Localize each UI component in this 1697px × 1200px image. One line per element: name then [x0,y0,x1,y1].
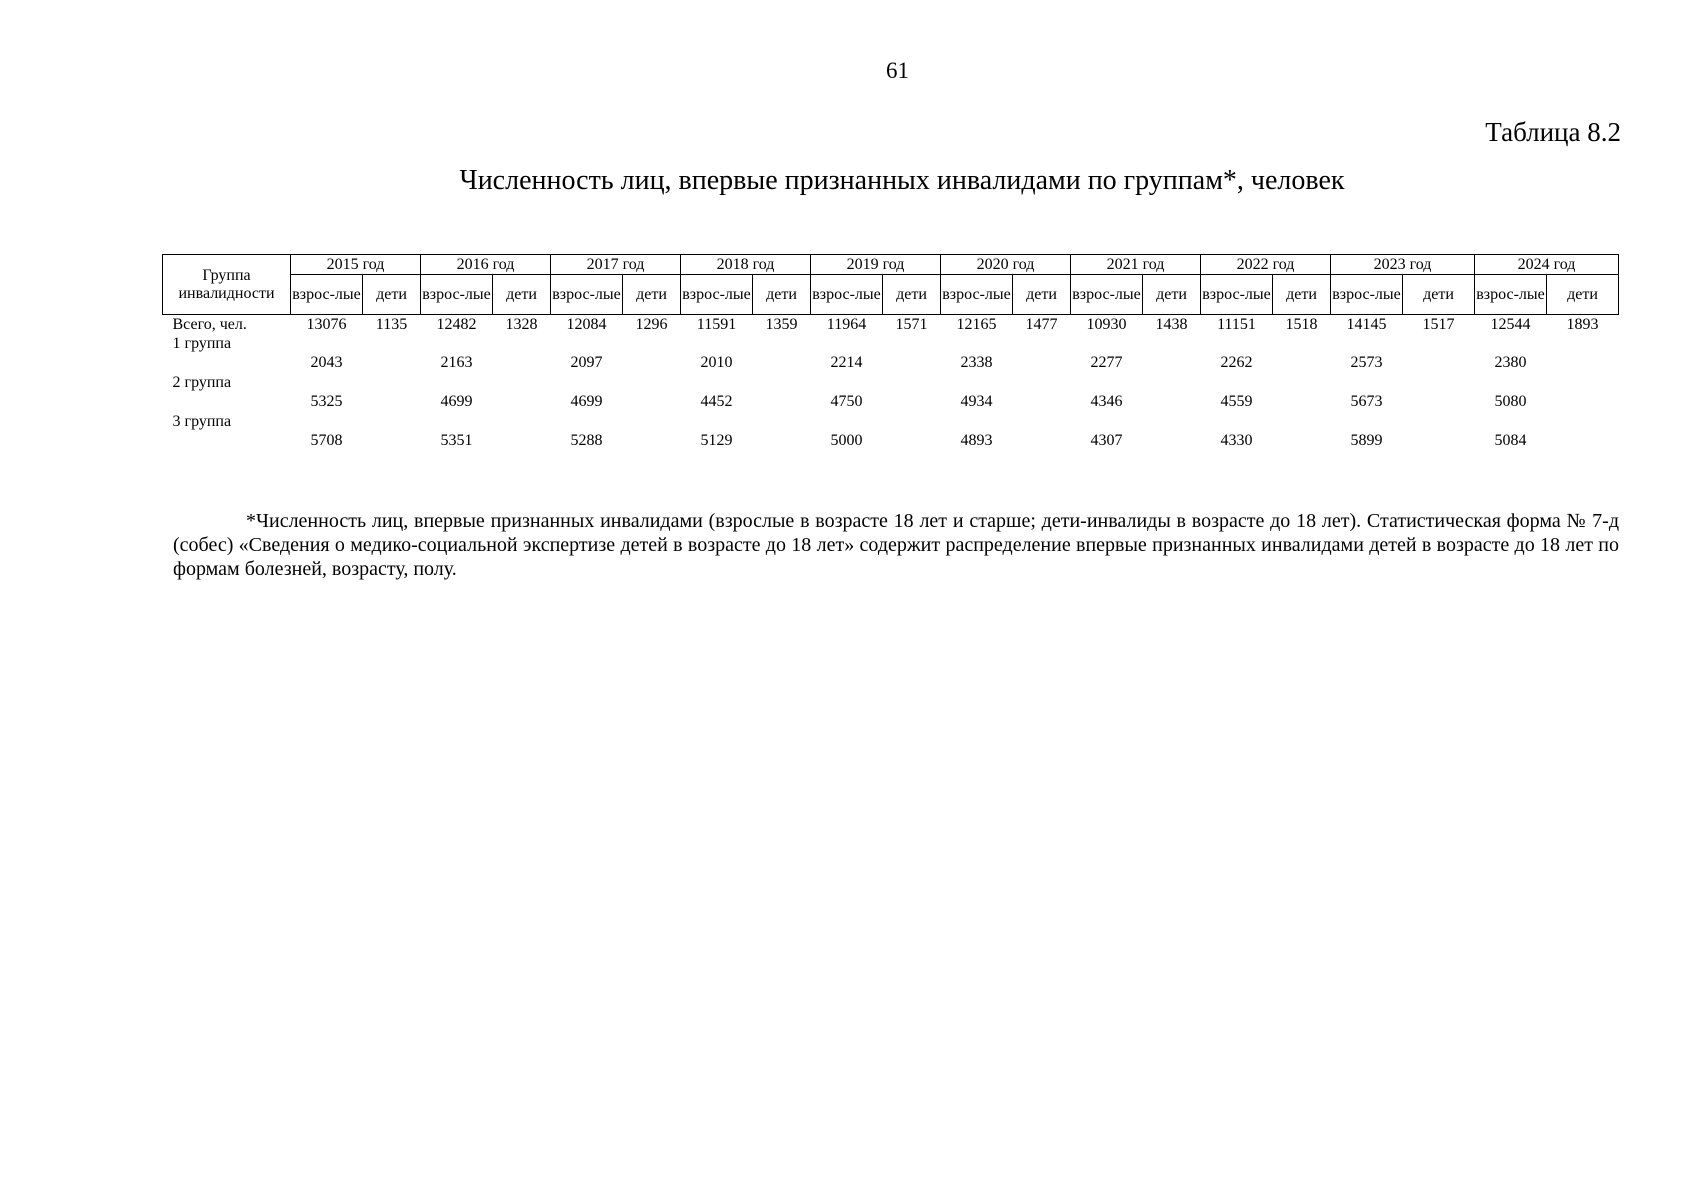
table-cell: 11151 [1201,315,1273,336]
table-cell: 1328 [493,315,551,336]
year-header-5: 2019 год [811,255,941,275]
table-cell [1547,413,1619,452]
subheader-children: дети [1547,275,1619,315]
subheader-adults: взрос-лые [551,275,623,315]
subheader-children: дети [1403,275,1475,315]
table-cell: 5899 [1350,432,1383,449]
table-cell: 2338 [960,354,993,371]
year-header-7: 2021 год [1071,255,1201,275]
table-cell: 4893 [960,432,993,449]
row-label: 2 группа [172,374,232,391]
table-cell: 1893 [1547,315,1619,336]
table-cell: 2380 [1494,354,1527,371]
subheader-adults: взрос-лые [681,275,753,315]
table-cell: 2262 [1220,354,1253,371]
footnote: *Численность лиц, впервые признанных инвалидами (взрослые в возрасте 18 лет и старше; дети-инвалиды в возрасте до 18 лет). Статистическая форма № 7-д (собес) «Сведения о медико-социальной экспертизе детей в возрасте до 18 лет» содержит распределение впервые признанных инвалидами детей в возрасте до 18 лет по формам болезней, возрасту, полу. [173,510,1619,580]
table-cell [753,335,811,374]
table-cell [363,335,421,374]
year-header-10: 2024 год [1475,255,1619,275]
table-cell [363,413,421,452]
table-cell: 1477 [1013,315,1071,336]
table-cell [883,335,941,374]
table-cell: 5084 [1494,432,1527,449]
year-header-2: 2016 год [421,255,551,275]
table-cell: 1296 [623,315,681,336]
table-cell: 2043 [310,354,343,371]
table-cell [493,413,551,452]
table-cell: 13076 [291,315,363,336]
table-cell [1013,413,1071,452]
table-cell [1403,335,1475,374]
table-cell [1273,374,1331,413]
table-cell: 4699 [440,393,473,410]
table-cell [623,413,681,452]
table-cell: 4750 [830,393,863,410]
disability-groups-table [162,254,1619,452]
table-row [163,413,1619,452]
table-cell: 1135 [363,315,421,336]
table-cell: 1359 [753,315,811,336]
table-title: Численность лиц, впервые признанных инвалидами по группам*, человек [459,165,1345,196]
subheader-children: дети [623,275,681,315]
table-cell [493,374,551,413]
table-cell [1143,335,1201,374]
subheader-children: дети [493,275,551,315]
table-body [163,315,1619,453]
subheader-adults: взрос-лые [811,275,883,315]
subheader-children: дети [1273,275,1331,315]
table-cell: 12544 [1475,315,1547,336]
table-cell: 4559 [1220,393,1253,410]
table-cell: 5129 [700,432,733,449]
table-cell [1273,335,1331,374]
subheader-children: дети [1013,275,1071,315]
row-label: 1 группа [172,335,232,352]
year-header-4: 2018 год [681,255,811,275]
table-cell: 2097 [570,354,603,371]
group-header-cell: Группа инвалидности [163,255,291,315]
table-cell [753,413,811,452]
table-cell: 4934 [960,393,993,410]
year-header-1: 2015 год [291,255,421,275]
table-cell [1403,413,1475,452]
table-cell: 5351 [440,432,473,449]
table-cell [1547,335,1619,374]
subheader-adults: взрос-лые [1475,275,1547,315]
table-row [163,335,1619,374]
table-cell: 2214 [830,354,863,371]
page-number: 61 [886,58,909,83]
table-cell [1273,413,1331,452]
year-header-6: 2020 год [941,255,1071,275]
table-cell [883,413,941,452]
row-label: Всего, чел. [163,315,291,336]
subheader-adults: взрос-лые [1331,275,1403,315]
table-cell [753,374,811,413]
table-cell [1403,374,1475,413]
table-cell: 10930 [1071,315,1143,336]
year-header-row [163,255,1619,275]
subheader-adults: взрос-лые [421,275,493,315]
row-label: 3 группа [172,413,232,430]
subheader-children: дети [1143,275,1201,315]
table-cell: 5000 [830,432,863,449]
year-header-3: 2017 год [551,255,681,275]
table-cell [363,374,421,413]
subheader-adults: взрос-лые [1071,275,1143,315]
table-cell [1013,335,1071,374]
table-cell [1143,413,1201,452]
table-cell: 4330 [1220,432,1253,449]
table-cell: 14145 [1331,315,1403,336]
subheader-children: дети [363,275,421,315]
subheader-adults: взрос-лые [1201,275,1273,315]
table-cell [493,335,551,374]
table-cell: 4307 [1090,432,1123,449]
table-cell [623,374,681,413]
table-cell: 4452 [700,393,733,410]
table-cell: 5288 [570,432,603,449]
subheader-adults: взрос-лые [291,275,363,315]
table-cell: 2573 [1350,354,1383,371]
table-cell: 4346 [1090,393,1123,410]
table-cell: 12084 [551,315,623,336]
table-cell [1143,374,1201,413]
table-cell [1013,374,1071,413]
table-cell: 12482 [421,315,493,336]
table-cell: 1518 [1273,315,1331,336]
table-cell [1547,374,1619,413]
subheader-adults: взрос-лые [941,275,1013,315]
table-cell: 5325 [310,393,343,410]
table-label: Таблица 8.2 [1485,117,1621,147]
table-cell: 1438 [1143,315,1201,336]
table-cell: 2277 [1090,354,1123,371]
table-cell: 11964 [811,315,883,336]
table-cell: 5673 [1350,393,1383,410]
table-cell [623,335,681,374]
table-cell: 2010 [700,354,733,371]
year-header-8: 2022 год [1201,255,1331,275]
subheader-children: дети [753,275,811,315]
table-row [163,315,1619,336]
table-cell: 1517 [1403,315,1475,336]
table-cell: 12165 [941,315,1013,336]
subheader-children: дети [883,275,941,315]
table-cell: 4699 [570,393,603,410]
table-row [163,374,1619,413]
table-cell: 5708 [310,432,343,449]
table-cell: 2163 [440,354,473,371]
table-cell [883,374,941,413]
table-cell: 5080 [1494,393,1527,410]
subheader-row [163,275,1619,315]
table-cell: 1571 [883,315,941,336]
table-cell: 11591 [681,315,753,336]
year-header-9: 2023 год [1331,255,1475,275]
